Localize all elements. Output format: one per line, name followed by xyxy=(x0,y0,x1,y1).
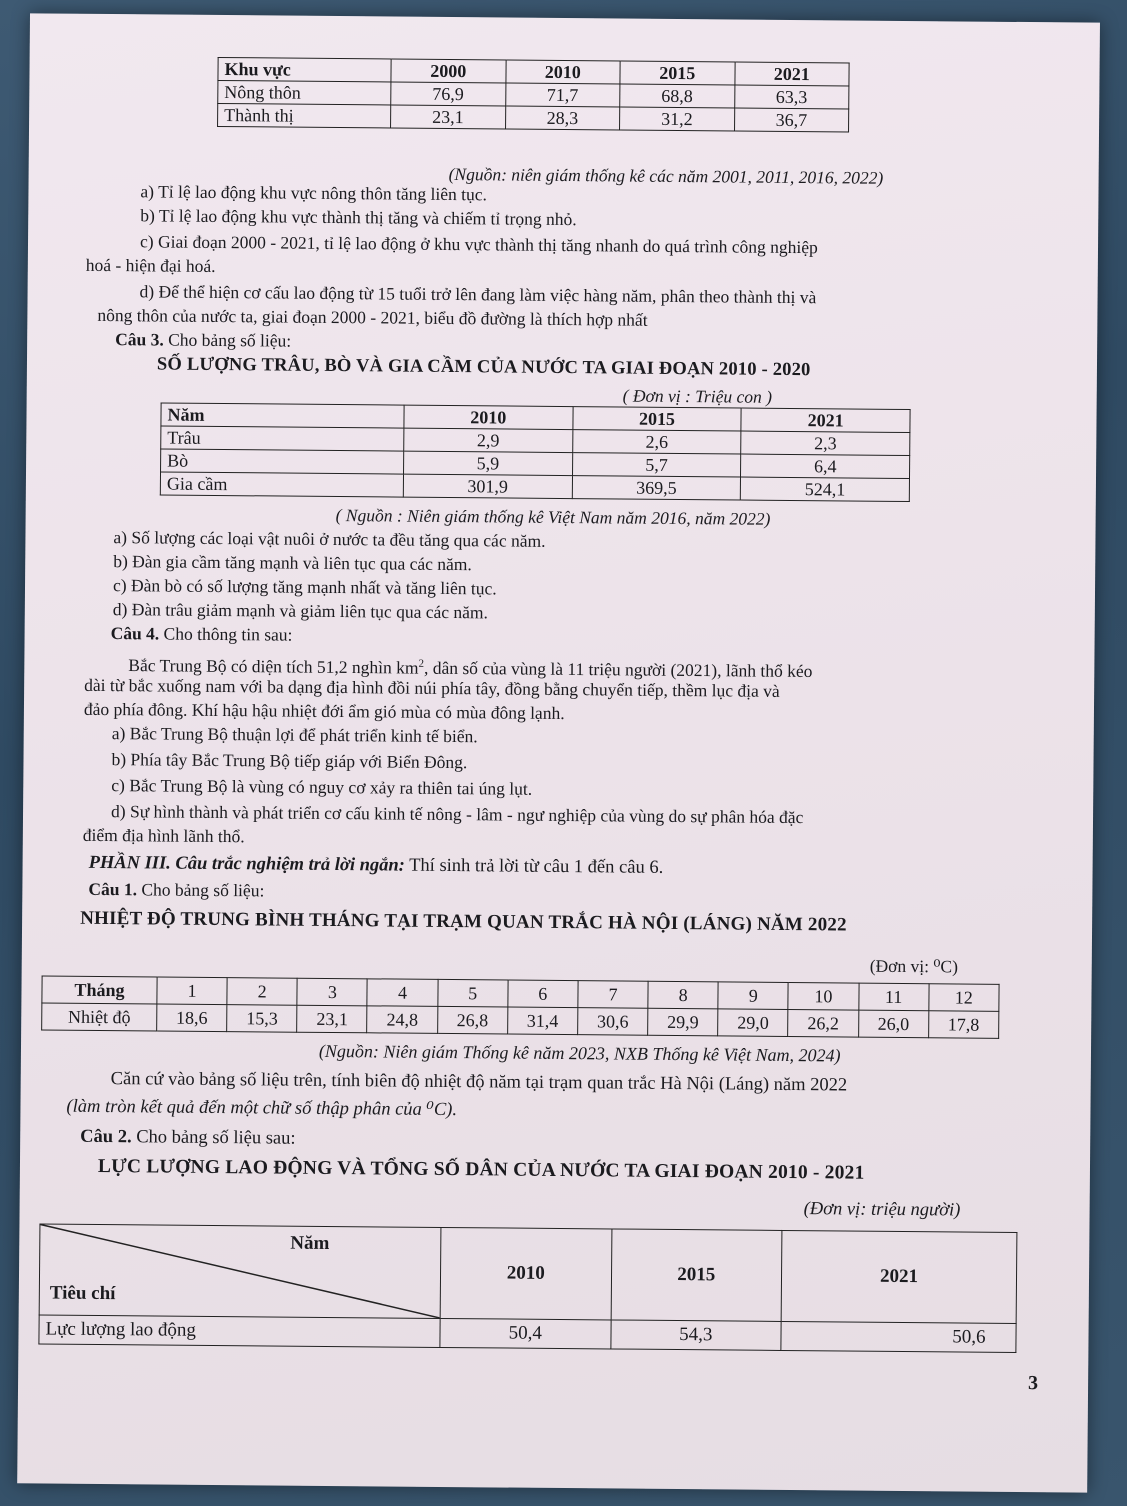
table-cell: 26,0 xyxy=(858,1010,928,1038)
table-header-cell: 2 xyxy=(227,978,297,1006)
table-cell: Trâu xyxy=(161,426,404,451)
table-header-cell: 9 xyxy=(718,982,788,1010)
part3-question-1 xyxy=(88,878,264,902)
info-text: , dân số của vùng là 11 triệu người (2021), lãnh thổ kéo xyxy=(423,657,813,682)
statement-d: d) Đàn trâu giảm mạnh và giảm liên tục qua các năm. xyxy=(112,599,489,623)
table-cell: 18,6 xyxy=(157,1004,227,1032)
table-cell: 50,6 xyxy=(781,1321,1016,1352)
statement-a: a) Tỉ lệ lao động khu vực nông thôn tăng liên tục. xyxy=(140,181,488,205)
table-cell: Nông thôn xyxy=(218,80,391,105)
statement-b: b) Tỉ lệ lao động khu vực thành thị tăng và chiếm tỉ trọng nhỏ. xyxy=(140,205,577,230)
table-cell: Thành thị xyxy=(218,103,391,128)
table-cell: 54,3 xyxy=(610,1320,781,1350)
table-cell: 15,3 xyxy=(227,1005,297,1033)
table-cell: 17,8 xyxy=(928,1011,999,1039)
table-cell: 26,2 xyxy=(788,1009,858,1037)
corner-label-bottom: Tiêu chí xyxy=(49,1282,116,1305)
table-cell: 524,1 xyxy=(741,477,910,501)
table-cell: 28,3 xyxy=(505,106,620,130)
table-cell: 23,1 xyxy=(391,105,506,129)
statement-a: a) Bắc Trung Bộ thuận lợi để phát triển kinh tế biển. xyxy=(111,723,478,747)
table-cell: 5,7 xyxy=(572,453,741,477)
statement-c: c) Đàn bò có số lượng tăng mạnh nhất và tăng liên tục. xyxy=(112,575,497,599)
table-header-cell: 3 xyxy=(297,978,367,1006)
question-intro: Cho bảng số liệu: xyxy=(168,329,292,351)
table-cell: 50,4 xyxy=(440,1318,611,1348)
table-header-cell: 12 xyxy=(929,984,1000,1012)
paper-sheet xyxy=(17,13,1100,1492)
table-source: (Nguồn: Niên giám Thống kê năm 2023, NXB Thống kê Việt Nam, 2024) xyxy=(318,1040,841,1066)
question-intro: Cho bảng số liệu: xyxy=(141,879,265,901)
table-header-cell: 2010 xyxy=(505,60,620,84)
table-cell: 301,9 xyxy=(403,474,572,498)
statement-d: d) Để thể hiện cơ cấu lao động từ 15 tuổi trở lên đang làm việc hàng năm, phân theo thành thị và xyxy=(139,281,817,308)
statement-d-cont: nông thôn của nước ta, giai đoạn 2000 - 2021, biểu đồ đường là thích hợp nhất xyxy=(97,304,648,330)
part-instructions: Thí sinh trả lời từ câu 1 đến câu 6. xyxy=(404,855,664,878)
table-header-cell: 2000 xyxy=(391,59,506,83)
question-label: Câu 1. xyxy=(88,878,138,900)
table-header-cell: Khu vực xyxy=(218,57,391,82)
table-header-cell: 10 xyxy=(788,982,858,1010)
table-header-row xyxy=(39,1224,1017,1324)
question-intro: Cho bảng số liệu sau: xyxy=(136,1127,296,1149)
table-cell: 36,7 xyxy=(734,108,849,132)
table-title: LỰC LƯỢNG LAO ĐỘNG VÀ TỔNG SỐ DÂN CỦA NƯỚC TA GIAI ĐOẠN 2010 - 2021 xyxy=(97,1155,865,1184)
question-intro: Cho thông tin sau: xyxy=(163,623,293,645)
table-header-cell: 2021 xyxy=(734,62,849,86)
superscript: 2 xyxy=(418,657,425,670)
table-cell: Gia cầm xyxy=(160,472,403,497)
question-label: Câu 2. xyxy=(80,1126,132,1148)
table-cell: 29,0 xyxy=(718,1009,788,1037)
table-cell: 68,8 xyxy=(620,84,735,108)
part-3-heading xyxy=(89,852,664,879)
table-cell: Nhiệt độ xyxy=(42,1003,157,1031)
info-paragraph-line: dài từ bắc xuống nam với ba dạng địa hình đồi núi phía tây, đồng bằng chuyển tiếp, thềm lục địa và xyxy=(84,674,780,701)
statement-a: a) Số lượng các loại vật nuôi ở nước ta đều tăng qua các năm. xyxy=(113,527,546,551)
statement-b: b) Đàn gia cầm tăng mạnh và liên tục qua các năm. xyxy=(113,551,472,575)
part-label: PHẦN III. Câu trắc nghiệm trả lời ngắn: xyxy=(88,852,405,876)
table-cell: 71,7 xyxy=(505,83,620,107)
table-header-cell: 6 xyxy=(508,980,578,1008)
table-cell: 76,9 xyxy=(391,82,506,106)
statement-c: c) Bắc Trung Bộ là vùng có nguy cơ xảy ra thiên tai úng lụt. xyxy=(111,775,533,799)
livestock-table xyxy=(160,402,911,502)
question-4 xyxy=(111,622,293,646)
info-paragraph-line: đảo phía đông. Khí hậu hậu nhiệt đới ẩm gió mùa có mùa đông lạnh. xyxy=(83,698,565,724)
table-unit: (Đơn vị: triệu người) xyxy=(803,1199,961,1221)
info-text: Bắc Trung Bộ có diện tích 51,2 nghìn km xyxy=(128,655,419,678)
table-unit: ( Đơn vị : Triệu con ) xyxy=(622,385,773,407)
table-source: (Nguồn: niên giám thống kê các năm 2001, 2011, 2016, 2022) xyxy=(448,163,884,188)
part3-question-2 xyxy=(80,1126,296,1150)
table-header-cell: 5 xyxy=(437,979,507,1007)
table-cell: 29,9 xyxy=(648,1008,718,1036)
table-title: NHIỆT ĐỘ TRUNG BÌNH THÁNG TẠI TRẠM QUAN TRẮC HÀ NỘI (LÁNG) NĂM 2022 xyxy=(80,907,847,936)
statement-c: c) Giai đoạn 2000 - 2021, tỉ lệ lao động ở khu vực thành thị tăng nhanh do quá trình công nghiệp xyxy=(139,231,818,258)
table-cell: 31,4 xyxy=(507,1007,577,1035)
statement-d: d) Sự hình thành và phát triển cơ cấu kinh tế nông - lâm - ngư nghiệp của vùng do sự phân hóa đặc xyxy=(110,801,804,828)
table-row xyxy=(218,103,849,132)
statement-d-cont: điểm địa hình lãnh thổ. xyxy=(82,824,245,847)
table-cell: Bò xyxy=(161,449,404,474)
question-text: Căn cứ vào bảng số liệu trên, tính biên độ nhiệt độ năm tại trạm quan trắc Hà Nội (Láng) năm 2022 xyxy=(110,1069,848,1096)
question-label: Câu 3. xyxy=(115,329,164,350)
table-header-cell: Tháng xyxy=(42,976,157,1004)
table-cell: 2,9 xyxy=(404,428,573,452)
table-cell: 2,3 xyxy=(741,431,910,455)
table-header-cell: 7 xyxy=(578,981,648,1009)
page-number: 3 xyxy=(1028,1372,1039,1395)
table-header-cell: Năm xyxy=(161,403,404,428)
table-cell: 369,5 xyxy=(572,476,741,500)
table-cell: 31,2 xyxy=(620,107,735,131)
table-header-cell: 2021 xyxy=(781,1230,1017,1323)
table-cell: 30,6 xyxy=(578,1008,648,1036)
table-cell: 63,3 xyxy=(734,85,849,109)
table-title: SỐ LƯỢNG TRÂU, BÒ VÀ GIA CẦM CỦA NƯỚC TA GIAI ĐOẠN 2010 - 2020 xyxy=(156,354,811,381)
diagonal-header-cell xyxy=(39,1224,441,1318)
table-cell: 2,6 xyxy=(572,430,741,454)
labor-ratio-table xyxy=(217,57,850,133)
table-header-cell: 8 xyxy=(648,981,718,1009)
question-label: Câu 4. xyxy=(110,623,160,644)
table-cell: 23,1 xyxy=(297,1005,367,1033)
table-header-cell: 2021 xyxy=(741,408,910,432)
table-cell: 6,4 xyxy=(741,454,910,478)
table-header-cell: 2010 xyxy=(440,1227,611,1319)
table-header-cell: 1 xyxy=(157,977,227,1005)
question-3 xyxy=(115,328,291,352)
table-cell: Lực lượng lao động xyxy=(39,1315,440,1347)
labor-force-table xyxy=(38,1223,1017,1353)
table-header-cell: 11 xyxy=(858,983,928,1011)
table-header-cell: 2010 xyxy=(404,405,573,429)
table-source: ( Nguồn : Niên giám thống kê Việt Nam năm 2016, năm 2022) xyxy=(335,505,771,529)
question-text-cont: (làm tròn kết quả đến một chữ số thập phân của ⁰C). xyxy=(66,1096,458,1121)
corner-label-top: Năm xyxy=(290,1232,330,1254)
statement-b: b) Phía tây Bắc Trung Bộ tiếp giáp với Biển Đông. xyxy=(111,749,468,773)
table-cell: 24,8 xyxy=(367,1006,437,1034)
statement-c-cont: hoá - hiện đại hoá. xyxy=(85,254,216,276)
table-cell: 5,9 xyxy=(404,451,573,475)
temperature-table xyxy=(41,975,999,1038)
table-header-cell: 4 xyxy=(367,979,437,1007)
table-header-cell: 2015 xyxy=(611,1229,782,1321)
table-unit: (Đơn vị: ⁰C) xyxy=(869,955,959,977)
table-header-cell: 2015 xyxy=(573,407,742,431)
table-cell: 26,8 xyxy=(437,1006,507,1034)
table-header-cell: 2015 xyxy=(620,61,735,85)
